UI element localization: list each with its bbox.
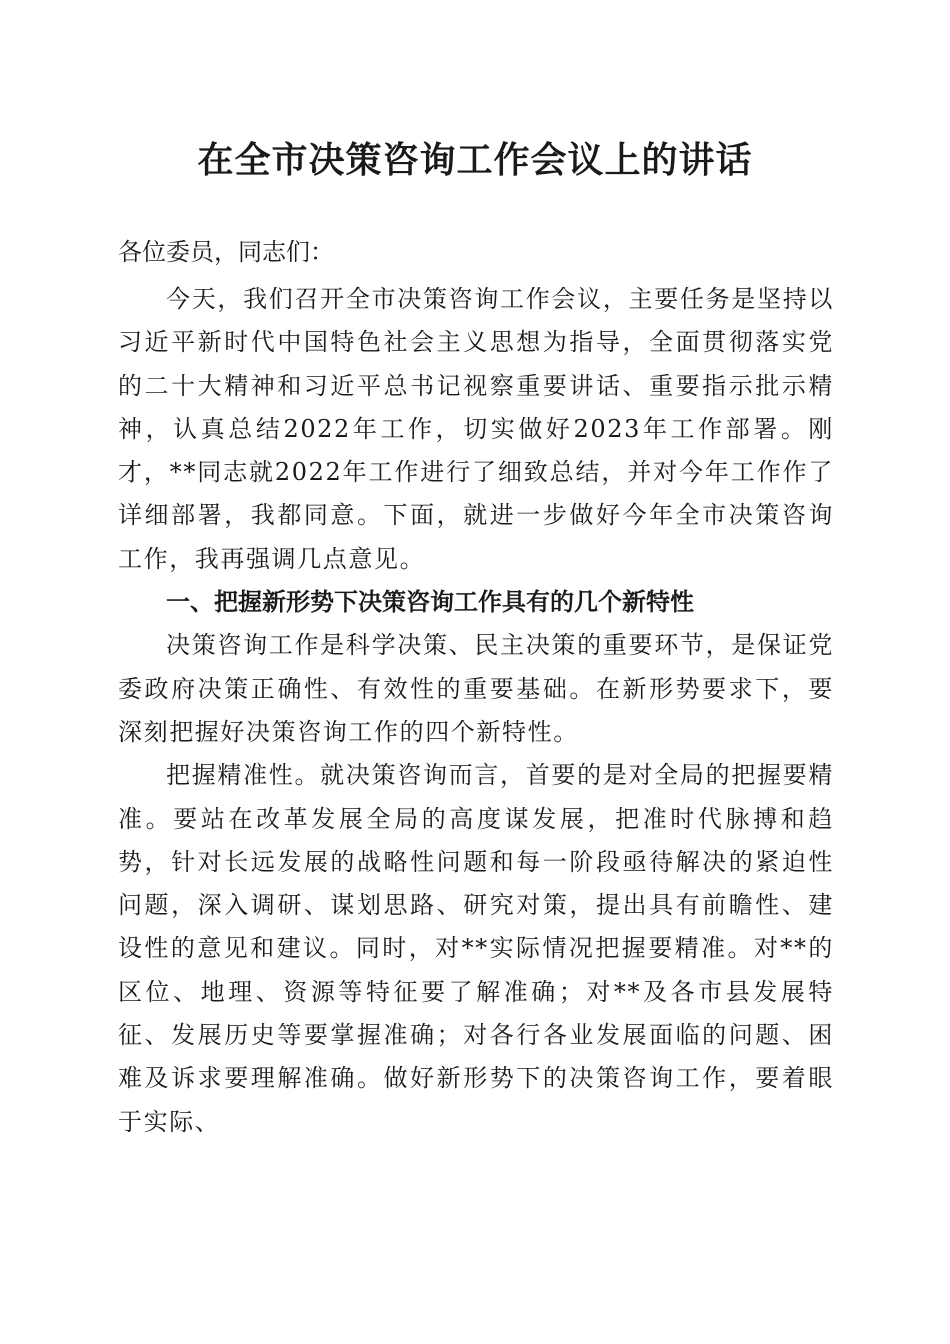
paragraph-section-1-intro: 决策咨询工作是科学决策、民主决策的重要环节，是保证党委政府决策正确性、有效性的重要基础。在新形势要求下，要深刻把握好决策咨询工作的四个新特性。 <box>118 631 834 746</box>
document-body <box>118 278 834 1144</box>
paragraph-intro: 今天，我们召开全市决策咨询工作会议，主要任务是坚持以习近平新时代中国特色社会主义思想为指导，全面贯彻落实党的二十大精神和习近平总书记视察重要讲话、重要指示批示精神，认真总结2022年工作，切实做好2023年工作部署。刚才，**同志就2022年工作进行了细致总结，并对今年工作作了详细部署，我都同意。下面，就进一步做好今年全市决策咨询工作，我再强调几点意见。 <box>118 285 834 573</box>
paragraph-precision: 把握精准性。就决策咨询而言，首要的是对全局的把握要精准。要站在改革发展全局的高度谋发展，把准时代脉搏和趋势，针对长远发展的战略性问题和每一阶段亟待解决的紧迫性问题，深入调研、谋划思路、研究对策，提出具有前瞻性、建设性的意见和建议。同时，对**实际情况把握要精准。对**的区位、地理、资源等特征要了解准确；对**及各市县发展特征、发展历史等要掌握准确；对各行各业发展面临的问题、困难及诉求要理解准确。做好新形势下的决策咨询工作，要着眼于实际、 <box>118 761 834 1136</box>
salutation: 各位委员，同志们： <box>118 238 334 266</box>
section-heading-1: 一、把握新形势下决策咨询工作具有的几个新特性 <box>166 588 694 617</box>
document-title: 在全市决策咨询工作会议上的讲话 <box>197 139 753 181</box>
